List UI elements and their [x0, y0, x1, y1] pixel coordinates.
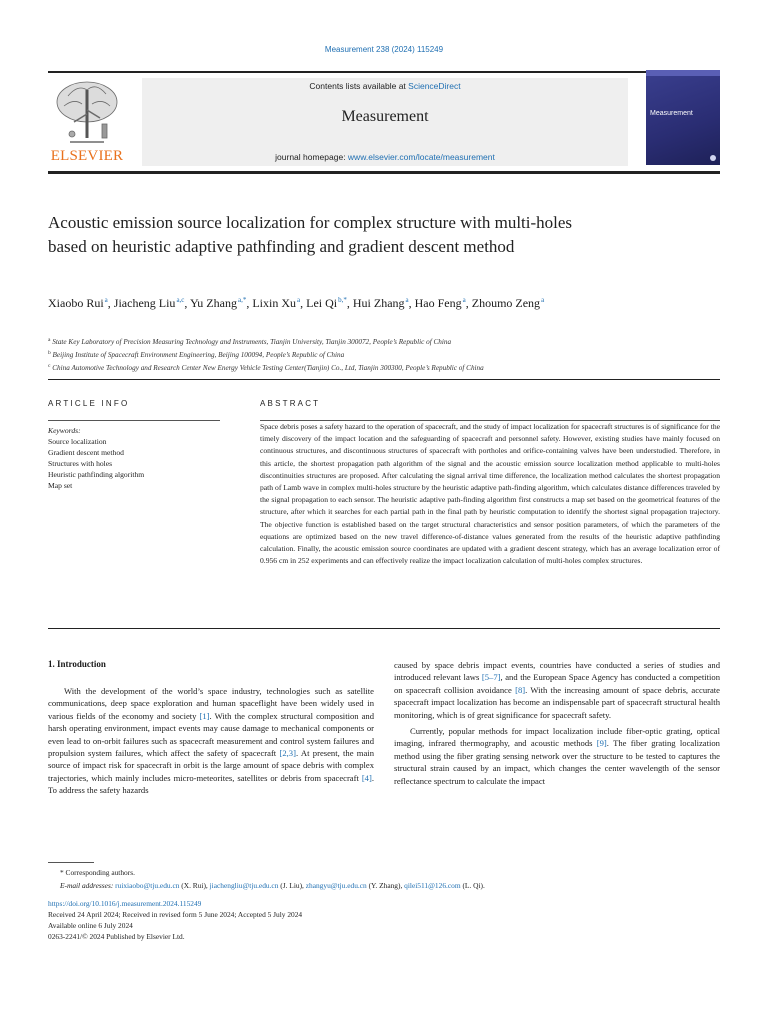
body-text: . With the complex structural composition and harsh operating environment, impact events may cause damage to mechanical components or even lead to on-orbit failures such as spacecraft measurement and control system failures and propulsion system failures, which affect the safety of spacecraft — [48, 710, 374, 759]
body-text: caused by space debris impact events, countries have conducted a series of studies and introduced relevant laws — [394, 660, 720, 683]
journal-name: Measurement — [341, 108, 429, 125]
author-separator: , — [408, 296, 415, 310]
author-name[interactable]: Lixin Xu — [252, 296, 296, 310]
author-name[interactable]: Yu Zhang — [189, 296, 237, 310]
affiliation-item — [48, 348, 708, 361]
body-text: With the development of the world’s space industry, technologies such as satellite communications, deep space exploration and human spaceflight have been widely used in various fields of the economy and society — [48, 686, 374, 721]
article-info-rule — [48, 420, 220, 421]
affiliation-item — [48, 361, 708, 374]
author-name[interactable]: Lei Qi — [306, 296, 338, 310]
online-date: Available online 6 July 2024 — [48, 921, 133, 930]
author-name[interactable]: Hao Feng — [414, 296, 462, 310]
contents-line: Contents lists available at ScienceDirect — [309, 81, 461, 91]
citation-link[interactable]: [2,3] — [279, 748, 296, 759]
header-thick-divider — [48, 171, 720, 174]
cover-badge-icon — [710, 155, 716, 161]
body-column-right — [394, 659, 720, 787]
sciencedirect-link[interactable]: ScienceDirect — [408, 81, 461, 91]
author-name[interactable]: Xiaobo Rui — [48, 296, 104, 310]
author-separator: , — [107, 296, 114, 310]
email-link[interactable]: ruixiaobo@tju.edu.cn — [115, 881, 180, 890]
affiliation-text: State Key Laboratory of Precision Measuring Technology and Instruments, Tianjin University, Tianjin 300072, People’s Republic of China — [50, 338, 452, 346]
abstract-heading: ABSTRACT — [260, 399, 321, 408]
body-text: . With the increasing amount of space debris, accurate spacecraft impact localization has become an indispensable part of spacecraft structural health monitoring, which is of great significance for spacecraft safety. — [394, 684, 720, 720]
intro-paragraph-2 — [394, 725, 720, 787]
author-affiliation-marker[interactable]: b,* — [338, 296, 347, 304]
citation-link[interactable]: [5–7] — [481, 672, 501, 683]
author-separator: , — [246, 296, 253, 310]
corresponding-note: * Corresponding authors. — [60, 868, 135, 877]
author-affiliation-marker[interactable]: a — [541, 296, 545, 304]
author-name[interactable]: Jiacheng Liu — [113, 296, 176, 310]
body-text: . The fiber grating localization method using the fiber grating sensing network over the structure to be tested to captures the structural strain caused by an impact, which changes the center wavelength of the sensor reflectance spectrum to calculate the impact — [394, 738, 720, 786]
journal-homepage-link[interactable]: www.elsevier.com/locate/measurement — [347, 152, 495, 162]
abstract-text: Space debris poses a safety hazard to the operation of spacecraft, and the study of impact localization for spacecraft structures is of significance for the timely discovery of the impact location and the safeguarding of spacecraft and personnel safety. However, existing studies have mainly focused on continuous structures, and discontinuous structures of spacecraft with portholes and orifice-containing valves have been understudied. Therefore, in this article, the shortest propagation path algorithm of the signal and the acoustic emission source localization method applicable to multi-holes discontinuities structures are proposed. After calculating the signal arrival time difference, the localization method calculates the shortest propagation path of Lamb wave in complex multi-holes structure by the heuristic adaptive path-finding algorithm, which calculates distance differences traveled by the signal propagation to each sensor. The heuristic adaptive path-finding algorithm first constructs a map set based on the geometrical features of the structure, after which it searches for each partial path in the final path by heuristic computation to identify the shortest signal propagation trajectory. The objective function is established based on the target structural characteristics and sensor position parameters, of which the parameters of the equations are optimized based on the new travel difference-of-distance values generated from the results of the heuristic adaptive pathfinding calculation. Finally, the acoustic emission source coordinates are updated with a gradient descent strategy, which has an average localization error of 0.956 cm in 252 experiments and can effectively realize the impact localization calculation of multi-holes complex structures. — [260, 422, 720, 566]
abstract-divider — [48, 628, 720, 629]
author-separator: , — [465, 296, 472, 310]
journal-cover-thumbnail[interactable] — [646, 70, 720, 165]
keyword-item: Map set — [48, 481, 73, 490]
copyright: 0263-2241/© 2024 Published by Elsevier Ltd. — [48, 932, 185, 941]
email-link[interactable]: qilei511@126.com — [404, 881, 461, 890]
keyword-item: Gradient descent method — [48, 448, 124, 457]
body-text: . To address the safety hazards — [48, 772, 374, 796]
affiliation-marker: c — [48, 363, 51, 369]
email-label: E-mail addresses: — [60, 881, 116, 890]
citation-link[interactable]: [1] — [199, 710, 210, 721]
email-link[interactable]: jiachengliu@tju.edu.cn — [209, 881, 279, 890]
section-heading-introduction: 1. Introduction — [48, 659, 106, 669]
affiliation-text: Beijing Institute of Spacecraft Environment Engineering, Beijing 100094, People’s Republic of China — [50, 351, 345, 359]
author-separator: , — [184, 296, 190, 310]
keywords-list — [48, 436, 228, 491]
footnotes — [48, 866, 728, 892]
author-affiliation-marker[interactable]: a — [104, 296, 108, 304]
received-dates: Received 24 April 2024; Received in revised form 5 June 2024; Accepted 5 July 2024 — [48, 910, 303, 919]
cover-title: Measurement — [650, 110, 693, 117]
author-affiliation-marker[interactable]: a — [297, 296, 301, 304]
affiliation-item — [48, 335, 708, 348]
citation-link[interactable]: [4] — [361, 772, 372, 783]
author-name[interactable]: Hui Zhang — [352, 296, 405, 310]
keyword-item: Structures with holes — [48, 459, 113, 468]
affiliation-marker: a — [48, 337, 51, 343]
affiliation-text: China Automotive Technology and Research Center New Energy Vehicle Testing Center(Tianjin) Co., Ltd, Tianjin 300300, People’s Republic of China — [50, 364, 484, 372]
body-text: . At present, the main source of impact risk for spacecraft in orbit is the large amount of space debris with complex trajectories, which mainly includes micro-meteorites, satellites or debris from spacecraft — [48, 748, 374, 783]
title-divider — [48, 379, 720, 380]
journal-banner — [142, 78, 628, 166]
footnote-rule — [48, 862, 94, 863]
author-affiliation-marker[interactable]: a,c — [176, 296, 185, 304]
elsevier-wordmark: ELSEVIER — [50, 148, 124, 164]
author-affiliation-marker[interactable]: a,* — [237, 296, 247, 304]
homepage-line: journal homepage: www.elsevier.com/locate/measurement — [275, 152, 495, 162]
author-list — [48, 292, 688, 312]
article-title: Acoustic emission source localization for complex structure with multi-holes based on heuristic adaptive pathfinding and gradient descent method — [48, 213, 573, 256]
doi-link[interactable]: https://doi.org/10.1016/j.measurement.2024.115249 — [48, 899, 202, 908]
affiliations — [48, 335, 708, 374]
elsevier-logo[interactable] — [48, 78, 126, 166]
keywords-block — [48, 425, 228, 491]
keyword-item: Heuristic pathfinding algorithm — [48, 470, 145, 479]
article-info-heading: ARTICLE INFO — [48, 399, 130, 408]
email-owner: (X. Rui), — [179, 881, 210, 890]
author-affiliation-marker[interactable]: a — [462, 296, 466, 304]
header-divider — [48, 71, 720, 73]
email-owner: (L. Qi). — [460, 881, 485, 890]
author-separator: , — [300, 296, 307, 310]
email-addresses — [48, 879, 728, 892]
body-column-left — [48, 685, 374, 797]
citation-link[interactable]: [9] — [596, 738, 607, 749]
cover-strip — [646, 70, 720, 76]
body-text: Currently, popular methods for impact localization include fiber-optic grating, optical imaging, infrared thermography, and acoustic methods — [394, 726, 720, 749]
author-affiliation-marker[interactable]: a — [405, 296, 409, 304]
email-link[interactable]: zhangyu@tju.edu.cn — [305, 881, 367, 890]
email-owner: (J. Liu), — [278, 881, 306, 890]
affiliation-marker: b — [48, 350, 51, 356]
citation-link[interactable]: [8] — [515, 684, 526, 695]
keywords-label: Keywords: — [48, 426, 81, 435]
email-owner: (Y. Zhang), — [366, 881, 405, 890]
body-text: , and the European Space Agency has conducted a competition on spacecraft collision avoidance — [394, 672, 721, 695]
keyword-item: Source localization — [48, 437, 107, 446]
journal-citation[interactable]: Measurement 238 (2024) 115249 — [324, 45, 444, 54]
publication-info — [48, 898, 448, 942]
intro-paragraph-1 — [48, 685, 374, 797]
author-name[interactable]: Zhoumo Zeng — [471, 296, 541, 310]
elsevier-tree-icon — [48, 78, 126, 146]
intro-paragraph-1-continued — [394, 659, 720, 721]
author-separator: , — [346, 296, 353, 310]
